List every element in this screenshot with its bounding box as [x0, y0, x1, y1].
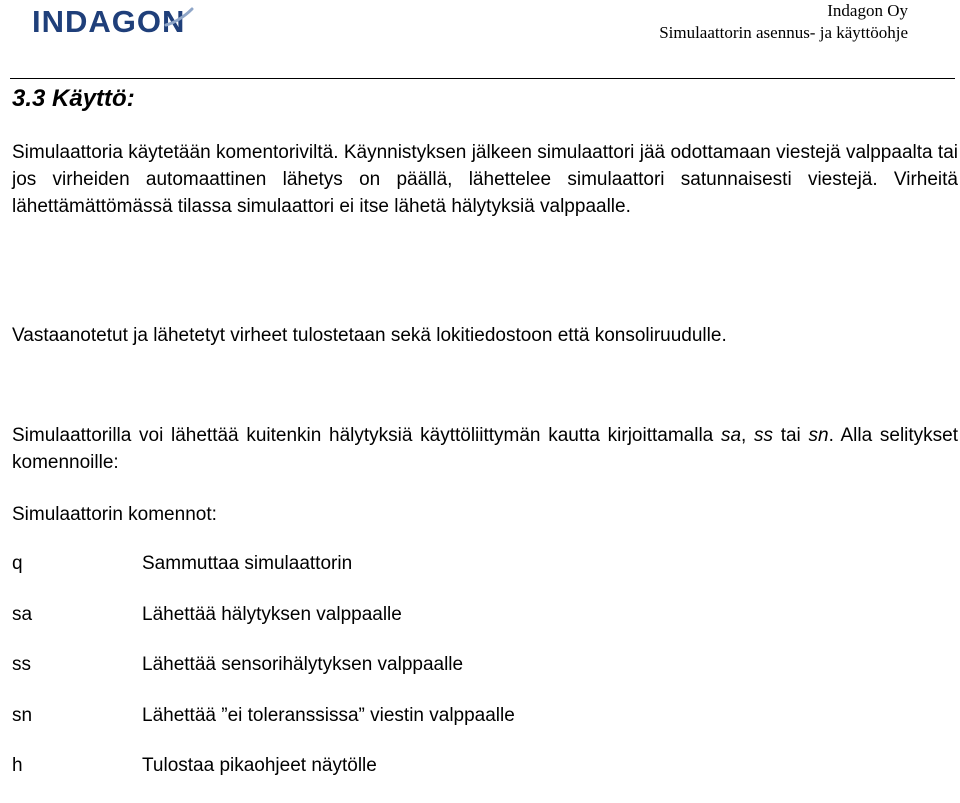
command-description: Lähettää hälytyksen valppaalle	[142, 603, 402, 625]
company-name: Indagon Oy	[827, 1, 908, 20]
document-header	[659, 0, 908, 44]
command-key: sa	[12, 603, 33, 625]
commands-intro-text: Simulaattorilla voi lähettää kuitenkin hälytyksiä käyttöliittymän kautta kirjoittamalla	[12, 425, 721, 446]
section-title: 3.3 Käyttö:	[12, 85, 135, 112]
command-description: Tulostaa pikaohjeet näytölle	[142, 755, 377, 776]
commands-intro-paragraph	[12, 422, 958, 476]
inline-command-sa: sa	[720, 425, 742, 446]
command-description: Lähettää sensorihälytyksen valppaalle	[142, 654, 464, 675]
command-key: q	[12, 553, 23, 574]
intro-paragraph: Simulaattoria käytetään komentoriviltä. Käynnistyksen jälkeen simulaattori jää odottamaan viestejä valppaalta tai jos virheiden automaattinen lähetys on päällä, lähettelee simulaattori satunnaisesti viestejä. Virheitä lähettämättömässä tilassa simulaattori ei itse lähetä hälytyksiä valppaalle.	[12, 142, 958, 217]
command-description: Sammuttaa simulaattorin	[142, 553, 353, 574]
command-key: sn	[12, 704, 33, 726]
command-key: h	[12, 755, 23, 776]
document-title: Simulaattorin asennus- ja käyttöohje	[659, 23, 908, 42]
logo-swoosh-icon	[164, 7, 194, 29]
command-description: Lähettää ”ei toleranssissa” viestin valppaalle	[142, 704, 515, 726]
inline-command-sn: sn	[808, 425, 829, 446]
inline-separator: ,	[741, 425, 755, 446]
commands-heading: Simulaattorin komennot:	[12, 504, 217, 525]
logo-text: INDAGON	[32, 4, 186, 39]
company-logo	[32, 4, 185, 40]
commands-intro-end: . Alla selitykset komennoille:	[12, 425, 959, 473]
header-divider	[10, 78, 955, 79]
inline-command-ss: ss	[754, 425, 774, 446]
command-key: ss	[12, 654, 31, 675]
inline-separator: tai	[773, 425, 809, 446]
logging-paragraph: Vastaanotetut ja lähetetyt virheet tulostetaan sekä lokitiedostoon että konsoliruudulle.	[12, 325, 727, 346]
